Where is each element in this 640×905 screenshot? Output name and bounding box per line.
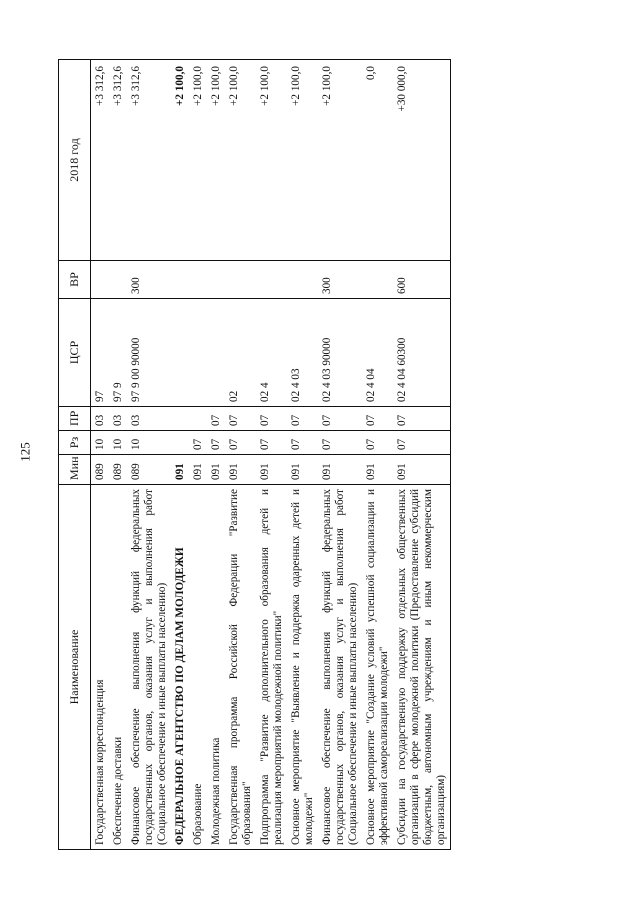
cell-csr <box>171 299 189 407</box>
page-number: 125 <box>17 442 33 462</box>
cell-csr: 02 4 04 60300 <box>393 299 450 407</box>
cell-name: Государственная корреспонденция <box>91 485 109 850</box>
cell-vr <box>225 261 256 299</box>
cell-min: 091 <box>318 455 362 485</box>
cell-name: Обеспечение доставки <box>109 485 127 850</box>
cell-vr <box>287 261 318 299</box>
cell-pr: 07 <box>318 407 362 431</box>
cell-pr <box>171 407 189 431</box>
cell-name: Образование <box>189 485 207 850</box>
cell-year: +2 100,0 <box>171 60 189 261</box>
cell-csr <box>189 299 207 407</box>
cell-min: 089 <box>91 455 109 485</box>
table-row <box>393 60 450 850</box>
cell-csr: 97 9 00 90000 <box>127 299 171 407</box>
cell-name: Подпрограмма "Развитие дополнительного образования детей и реализация мероприятий молодежной политики" <box>256 485 287 850</box>
cell-pr: 03 <box>127 407 171 431</box>
cell-min: 091 <box>393 455 450 485</box>
cell-rz: 07 <box>318 431 362 455</box>
header-csr: ЦСР <box>59 299 91 407</box>
table-row <box>318 60 362 850</box>
cell-rz: 10 <box>127 431 171 455</box>
header-min: Мин <box>59 455 91 485</box>
cell-vr <box>91 261 109 299</box>
cell-min: 091 <box>256 455 287 485</box>
cell-vr: 300 <box>127 261 171 299</box>
cell-name: Субсидии на государственную поддержку отдельных общественных организаций в сфере молодежной политики (Предоставление субсидий бюджетным, автономным учреждениям и иным некоммерческим организациям) <box>393 485 450 850</box>
cell-rz: 07 <box>189 431 207 455</box>
cell-vr: 300 <box>318 261 362 299</box>
cell-csr: 02 4 03 90000 <box>318 299 362 407</box>
table-row <box>189 60 207 850</box>
cell-min: 091 <box>287 455 318 485</box>
cell-csr <box>207 299 225 407</box>
cell-rz <box>171 431 189 455</box>
cell-rz: 07 <box>225 431 256 455</box>
cell-year: +2 100,0 <box>256 60 287 261</box>
cell-pr: 07 <box>362 407 393 431</box>
table-header <box>59 60 91 850</box>
cell-year: +3 312,6 <box>91 60 109 261</box>
cell-name: Финансовое обеспечение выполнения функций федеральных государственных органов, оказания услуг и выполнения работ (Социальное обеспечение и иные выплаты населению) <box>127 485 171 850</box>
budget-table <box>58 59 451 850</box>
table-row <box>171 60 189 850</box>
cell-vr <box>171 261 189 299</box>
cell-year: +2 100,0 <box>207 60 225 261</box>
cell-csr: 02 <box>225 299 256 407</box>
table-row <box>109 60 127 850</box>
cell-year: +2 100,0 <box>225 60 256 261</box>
cell-csr: 02 4 <box>256 299 287 407</box>
table-row <box>127 60 171 850</box>
cell-vr <box>109 261 127 299</box>
rotated-table-container <box>58 60 578 850</box>
cell-min: 091 <box>189 455 207 485</box>
cell-min: 091 <box>225 455 256 485</box>
cell-csr: 97 <box>91 299 109 407</box>
cell-pr: 07 <box>225 407 256 431</box>
cell-vr <box>256 261 287 299</box>
header-year: 2018 год <box>59 60 91 261</box>
table-row <box>207 60 225 850</box>
cell-rz: 10 <box>91 431 109 455</box>
cell-vr: 600 <box>393 261 450 299</box>
header-vr: ВР <box>59 261 91 299</box>
header-name: Наименование <box>59 485 91 850</box>
cell-name: Основное мероприятие "Создание условий успешной социализации и эффективной самореализации молодежи" <box>362 485 393 850</box>
header-pr: ПР <box>59 407 91 431</box>
cell-pr: 07 <box>256 407 287 431</box>
cell-year: +2 100,0 <box>287 60 318 261</box>
cell-name: Финансовое обеспечение выполнения функций федеральных государственных органов, оказания услуг и выполнения работ (Социальное обеспечение и иные выплаты населению) <box>318 485 362 850</box>
cell-pr <box>189 407 207 431</box>
cell-year: +3 312,6 <box>127 60 171 261</box>
cell-pr: 07 <box>287 407 318 431</box>
cell-pr: 03 <box>91 407 109 431</box>
cell-rz: 07 <box>362 431 393 455</box>
table-body <box>91 60 451 850</box>
cell-pr: 03 <box>109 407 127 431</box>
cell-year: +3 312,6 <box>109 60 127 261</box>
cell-year: +2 100,0 <box>318 60 362 261</box>
table-row <box>287 60 318 850</box>
cell-year: 0,0 <box>362 60 393 261</box>
cell-rz: 10 <box>109 431 127 455</box>
cell-csr: 02 4 04 <box>362 299 393 407</box>
cell-min: 089 <box>127 455 171 485</box>
cell-rz: 07 <box>256 431 287 455</box>
table-row <box>91 60 109 850</box>
cell-rz: 07 <box>393 431 450 455</box>
cell-csr: 02 4 03 <box>287 299 318 407</box>
table-row <box>256 60 287 850</box>
cell-rz: 07 <box>207 431 225 455</box>
cell-vr <box>207 261 225 299</box>
cell-year: +2 100,0 <box>189 60 207 261</box>
cell-rz: 07 <box>287 431 318 455</box>
cell-pr: 07 <box>393 407 450 431</box>
cell-min: 091 <box>171 455 189 485</box>
header-row <box>59 60 91 850</box>
cell-pr: 07 <box>207 407 225 431</box>
cell-vr <box>189 261 207 299</box>
cell-name: Молодежная политика <box>207 485 225 850</box>
cell-name: Основное мероприятие "Выявление и поддержка одаренных детей и молодежи" <box>287 485 318 850</box>
cell-name: ФЕДЕРАЛЬНОЕ АГЕНТСТВО ПО ДЕЛАМ МОЛОДЕЖИ <box>171 485 189 850</box>
cell-year: +30 000,0 <box>393 60 450 261</box>
table-row <box>225 60 256 850</box>
cell-csr: 97 9 <box>109 299 127 407</box>
table-row <box>362 60 393 850</box>
cell-min: 089 <box>109 455 127 485</box>
cell-vr <box>362 261 393 299</box>
header-rz: Рз <box>59 431 91 455</box>
cell-min: 091 <box>207 455 225 485</box>
cell-name: Государственная программа Российской Федерации "Развитие образования" <box>225 485 256 850</box>
cell-min: 091 <box>362 455 393 485</box>
